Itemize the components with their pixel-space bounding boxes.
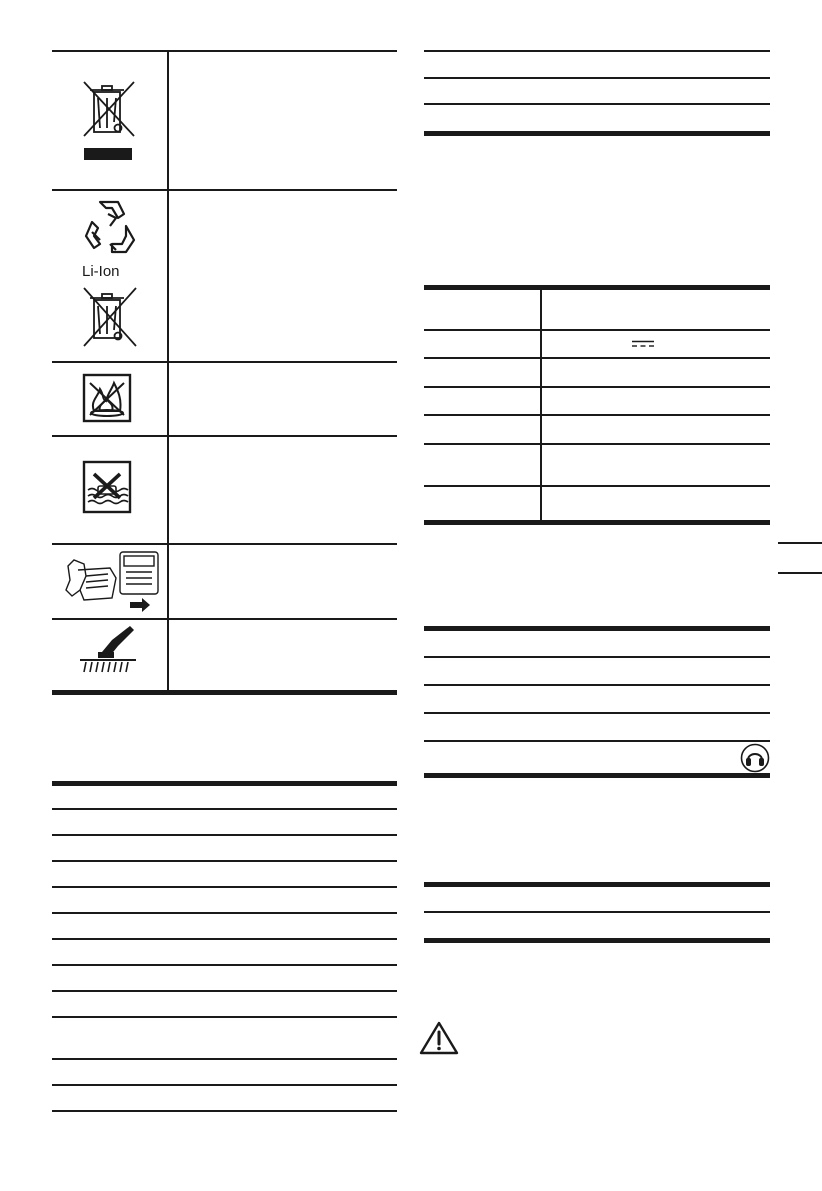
table-top-rule: [52, 781, 397, 786]
table-row-rule: [424, 386, 770, 388]
table-top-rule: [424, 50, 770, 52]
table-row-rule: [424, 684, 770, 686]
no-water-icon: [82, 460, 132, 514]
table-row-rule: [424, 443, 770, 445]
symbol-table-divider: [167, 50, 169, 692]
table-bottom-rule: [424, 938, 770, 943]
table-row-rule: [52, 938, 397, 940]
page-tab-mark: [778, 572, 822, 574]
spec-table-divider: [540, 285, 542, 523]
table-row-rule: [52, 1016, 397, 1018]
warning-triangle-icon: [419, 1020, 459, 1056]
symbol-table-top-rule: [52, 50, 397, 52]
table-bottom-rule: [52, 1110, 397, 1112]
table-bottom-rule: [424, 773, 770, 778]
table-top-rule: [424, 285, 770, 290]
recycling-icon: [78, 196, 140, 258]
table-row-rule: [424, 329, 770, 331]
symbol-row-rule: [52, 618, 397, 620]
crossed-out-wheelie-bin-icon: [80, 78, 140, 168]
ear-protection-icon: [740, 743, 770, 773]
table-row-rule: [52, 1058, 397, 1060]
crossed-out-wheelie-bin-icon: [80, 286, 140, 348]
table-row-rule: [424, 485, 770, 487]
table-row-rule: [52, 834, 397, 836]
page-tab-mark: [778, 542, 822, 544]
table-row-rule: [52, 860, 397, 862]
direct-current-icon: [632, 340, 654, 348]
table-row-rule: [424, 911, 770, 913]
table-row-rule: [424, 357, 770, 359]
symbol-row-rule: [52, 435, 397, 437]
table-row-rule: [424, 103, 770, 105]
no-fire-icon: [82, 373, 132, 423]
table-row-rule: [424, 414, 770, 416]
table-bottom-rule: [424, 520, 770, 525]
table-row-rule: [52, 990, 397, 992]
battery-charger-icon: [64, 550, 162, 614]
table-row-rule: [52, 808, 397, 810]
symbol-row-rule: [52, 543, 397, 545]
table-row-rule: [52, 964, 397, 966]
symbol-row-rule: [52, 361, 397, 363]
drill-depth-icon: [78, 624, 138, 674]
table-row-rule: [424, 740, 770, 742]
table-top-rule: [424, 882, 770, 887]
li-ion-label: Li-Ion: [82, 263, 120, 280]
table-top-rule: [424, 626, 770, 631]
table-row-rule: [424, 656, 770, 658]
table-row-rule: [424, 77, 770, 79]
symbol-row-rule: [52, 189, 397, 191]
table-row-rule: [52, 912, 397, 914]
table-bottom-rule: [424, 131, 770, 136]
symbol-table-bottom-rule: [52, 690, 397, 695]
table-row-rule: [52, 1084, 397, 1086]
table-row-rule: [424, 712, 770, 714]
table-row-rule: [52, 886, 397, 888]
